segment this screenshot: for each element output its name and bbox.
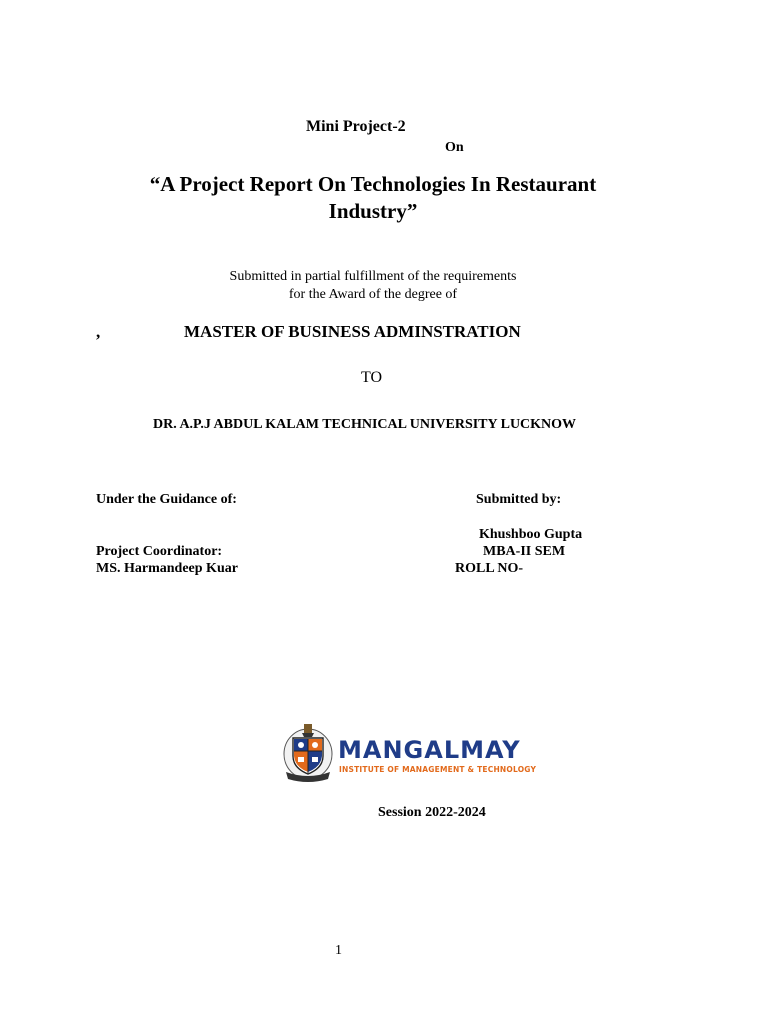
submitted-by-label: Submitted by: <box>476 492 562 507</box>
guidance-label: Under the Guidance of: <box>96 492 237 507</box>
session-label: Session 2022-2024 <box>378 805 486 820</box>
student-course: MBA-II SEM <box>483 544 566 559</box>
submission-statement <box>160 268 586 304</box>
logo-name: MANGALMAY <box>338 736 521 764</box>
coordinator-label: Project Coordinator: <box>96 544 223 559</box>
roll-number-label: ROLL NO- <box>455 561 524 576</box>
to-label: TO <box>361 369 383 386</box>
institute-logo <box>282 722 540 782</box>
logo-tagline: INSTITUTE OF MANAGEMENT & TECHNOLOGY <box>339 765 537 774</box>
page-number: 1 <box>335 943 342 958</box>
mini-project-label: Mini Project-2 <box>306 118 406 135</box>
coordinator-name: MS. Harmandeep Kuar <box>96 561 238 576</box>
report-title: “A Project Report On Technologies In Restaurant Industry” <box>149 172 597 223</box>
degree-name: MASTER OF BUSINESS ADMINSTRATION <box>184 322 521 341</box>
university-name: DR. A.P.J ABDUL KALAM TECHNICAL UNIVERSITY LUCKNOW <box>153 417 577 432</box>
submission-line-2: for the Award of the degree of <box>288 287 458 302</box>
stray-comma: , <box>96 322 101 341</box>
submission-line-1: Submitted in partial fulfillment of the requirements <box>229 269 517 284</box>
crest-icon <box>282 722 334 782</box>
student-name: Khushboo Gupta <box>479 527 583 542</box>
on-label: On <box>445 140 464 155</box>
